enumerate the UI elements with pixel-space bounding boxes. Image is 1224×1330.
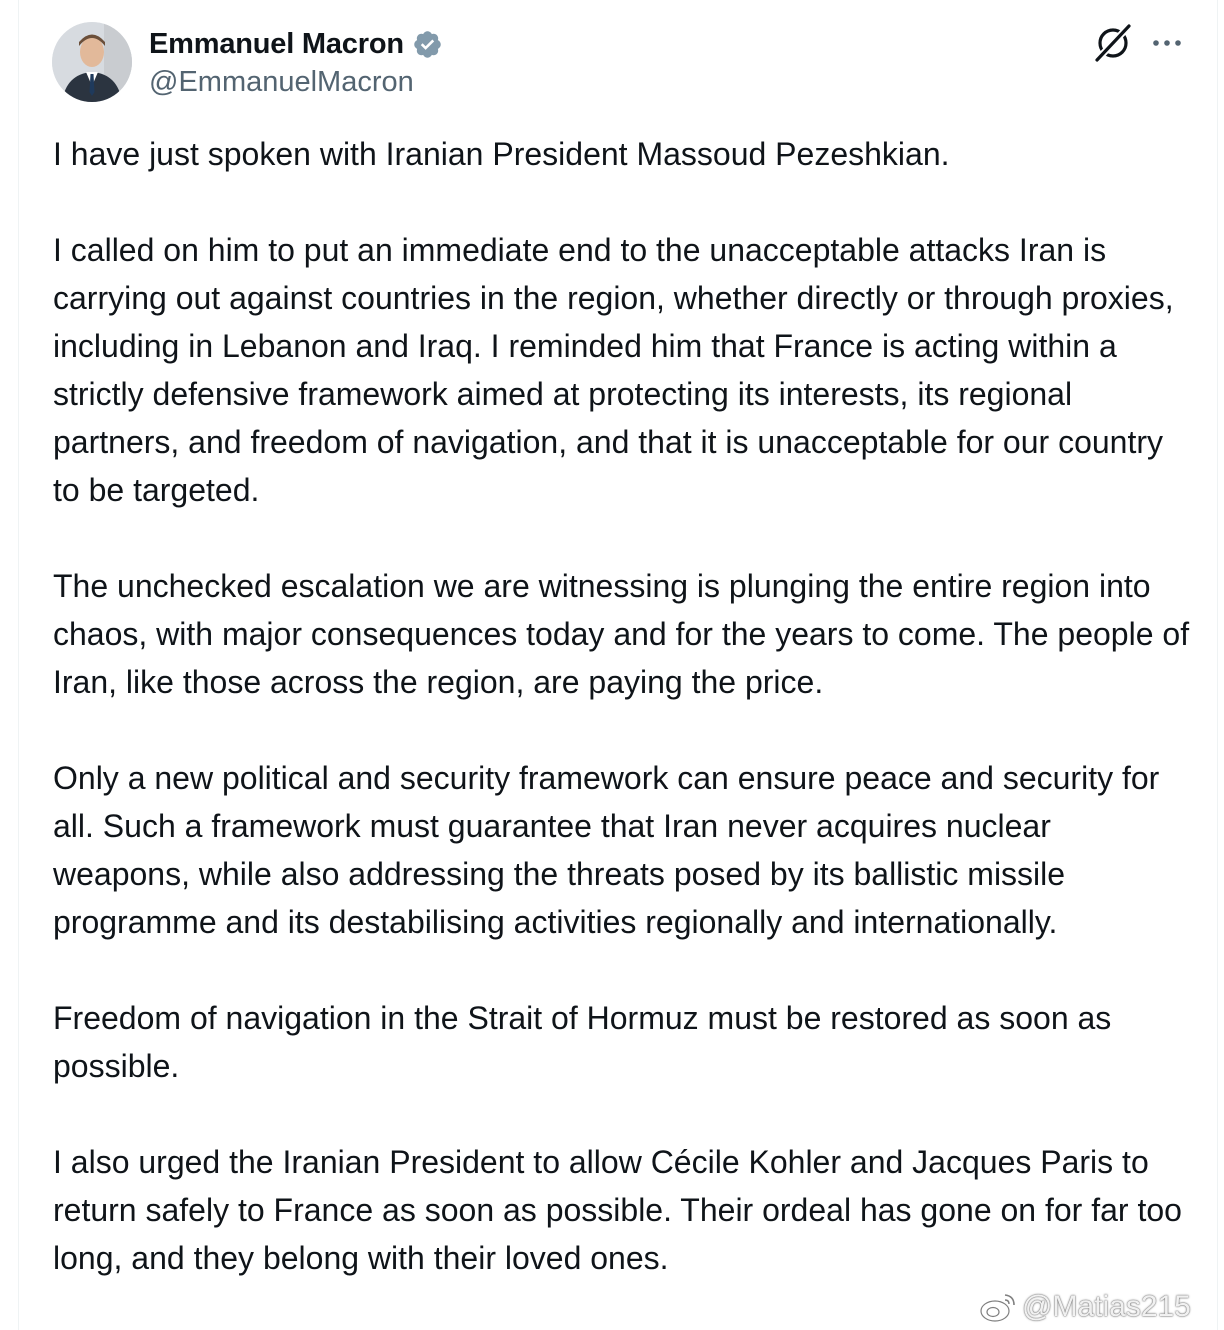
avatar-image [52,22,132,102]
post-paragraph: Only a new political and security framework can ensure peace and security for all. Such a framework must guarantee that Iran never acquires nuclear weapons, while also addressing the threats posed by its ballistic missile programme and its destabilising activities regionally and internationally. [53,760,1160,940]
weibo-logo-icon [978,1290,1018,1324]
post-paragraph: The unchecked escalation we are witnessing is plunging the entire region into chaos, with major consequences today and for the years to come. The people of Iran, like those across the region, are paying the price. [53,568,1190,700]
post-paragraph: Freedom of navigation in the Strait of Hormuz must be restored as soon as possible. [53,1000,1112,1084]
post-text [53,130,1193,1330]
grok-icon[interactable] [1092,22,1134,64]
post-paragraph: I have just spoken with Iranian President Massoud Pezeshkian. [53,136,950,172]
author-handle[interactable]: @EmmanuelMacron [149,66,414,98]
post-paragraph: I called on him to put an immediate end to the unacceptable attacks Iran is carrying out against countries in the region, whether directly or through proxies, including in Lebanon and Iraq. I reminded him that France is acting within a strictly defensive framework aimed at protecting its interests, its regional partners, and freedom of navigation, and that it is unacceptable for our country to be targeted. [53,232,1174,508]
watermark-text: @Matias215 [1022,1290,1191,1323]
author-name[interactable]: Emmanuel Macron [149,27,404,60]
post-paragraph: I also urged the Iranian President to allow Cécile Kohler and Jacques Paris to return safely to France as soon as possible. Their ordeal has gone on for far too long, and they belong with their loved ones. [53,1144,1182,1276]
watermark [978,1284,1191,1330]
verified-badge-icon[interactable] [412,29,443,60]
post-card [18,0,1218,1330]
avatar[interactable] [52,22,132,102]
more-icon[interactable] [1149,28,1185,58]
author-name-row[interactable] [149,26,443,62]
